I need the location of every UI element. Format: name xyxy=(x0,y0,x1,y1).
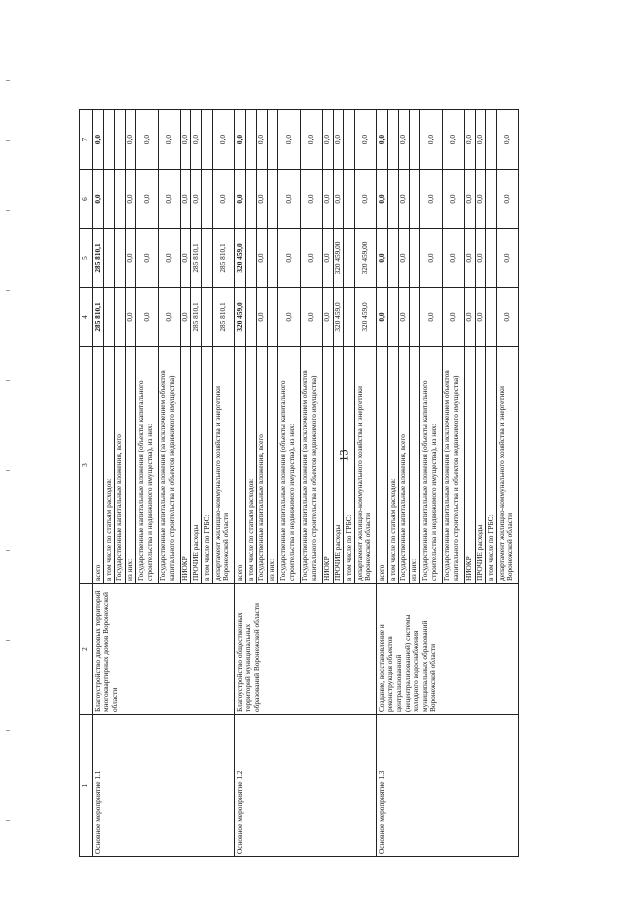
value-cell-col6: 0,0 xyxy=(333,170,344,229)
value-cell-col4: 0,0 xyxy=(464,288,475,347)
value-cell-col5: 285 810,1 xyxy=(213,229,235,288)
row-label-cell: всего xyxy=(377,347,388,584)
value-cell-col5 xyxy=(267,229,278,288)
value-cell-col6: 0,0 xyxy=(442,170,464,229)
value-cell-col6: 0,0 xyxy=(158,170,180,229)
value-cell-col4 xyxy=(103,288,114,347)
col-header-3: 3 xyxy=(80,347,93,584)
row-label-cell: департамент жилищно-коммунального хозяйства и энергетики Воронежской области xyxy=(213,347,235,584)
value-cell-col6: 0,0 xyxy=(377,170,388,229)
value-cell-col7 xyxy=(114,110,125,170)
value-cell-col7: 0,0 xyxy=(475,110,486,170)
row-label-cell: Государственные капитальные вложения (за исключением объектов капитального строительства и объектов недвижимого имущества) xyxy=(442,347,464,584)
value-cell-col5 xyxy=(344,229,355,288)
row-label-cell: ПРОЧИЕ расходы xyxy=(333,347,344,584)
value-cell-col7: 0,0 xyxy=(213,110,235,170)
value-cell-col7: 0,0 xyxy=(180,110,191,170)
value-cell-col7: 0,0 xyxy=(464,110,475,170)
value-cell-col6 xyxy=(202,170,213,229)
value-cell-col4: 285 810,1 xyxy=(93,288,104,347)
value-cell-col4: 0,0 xyxy=(497,288,519,347)
value-cell-col4: 285 810,1 xyxy=(213,288,235,347)
value-cell-col5 xyxy=(114,229,125,288)
value-cell-col7: 0,0 xyxy=(125,110,136,170)
value-cell-col5 xyxy=(246,229,257,288)
value-cell-col4: 0,0 xyxy=(398,288,409,347)
value-cell-col6: 0,0 xyxy=(300,170,322,229)
value-cell-col5 xyxy=(486,229,497,288)
value-cell-col4: 0,0 xyxy=(256,288,267,347)
value-cell-col4: 0,0 xyxy=(377,288,388,347)
value-cell-col7: 0,0 xyxy=(235,110,246,170)
value-cell-col7: 0,0 xyxy=(93,110,104,170)
value-cell-col4: 320 459,0 xyxy=(355,288,377,347)
event-title-cell: Благоустройство общественных территорий муниципальных образований Воронежской области xyxy=(235,584,377,715)
value-cell-col7: 0,0 xyxy=(355,110,377,170)
value-cell-col6: 0,0 xyxy=(235,170,246,229)
row-label-cell: НИОКР xyxy=(322,347,333,584)
row-label-cell: всего xyxy=(235,347,246,584)
value-cell-col4: 0,0 xyxy=(420,288,442,347)
value-cell-col4: 0,0 xyxy=(278,288,300,347)
value-cell-col6 xyxy=(409,170,420,229)
event-name-cell: Основное мероприятие 1.2 xyxy=(235,715,377,857)
col-header-5: 5 xyxy=(80,229,93,288)
value-cell-col7 xyxy=(409,110,420,170)
row-label-cell: департамент жилищно-коммунального хозяйства и энергетики Воронежской области xyxy=(355,347,377,584)
value-cell-col7: 0,0 xyxy=(322,110,333,170)
page-number: 13 xyxy=(336,449,351,462)
event-title-cell: Благоустройство дворовых территорий многоквартирных домов Воронежской области xyxy=(93,584,235,715)
value-cell-col5: 0,0 xyxy=(442,229,464,288)
value-cell-col7: 0,0 xyxy=(300,110,322,170)
value-cell-col4 xyxy=(202,288,213,347)
value-cell-col5: 0,0 xyxy=(398,229,409,288)
event-name-cell: Основное мероприятие 1.3 xyxy=(377,715,519,857)
value-cell-col7: 0,0 xyxy=(158,110,180,170)
value-cell-col4: 0,0 xyxy=(442,288,464,347)
value-cell-col6 xyxy=(103,170,114,229)
value-cell-col7 xyxy=(246,110,257,170)
row-label-cell: Государственные капитальные вложения (объекты капитального строительства и недвижимого имущества), из них: xyxy=(136,347,158,584)
row-label-cell: в том числе по ГРБС: xyxy=(202,347,213,584)
table-row xyxy=(377,110,388,857)
value-cell-col4: 285 810,1 xyxy=(191,288,202,347)
value-cell-col5: 0,0 xyxy=(278,229,300,288)
value-cell-col5: 285 810,1 xyxy=(191,229,202,288)
rotated-table-stage xyxy=(79,110,551,857)
table-row xyxy=(235,110,246,857)
value-cell-col6: 0,0 xyxy=(93,170,104,229)
value-cell-col4 xyxy=(409,288,420,347)
value-cell-col5 xyxy=(409,229,420,288)
value-cell-col7: 0,0 xyxy=(497,110,519,170)
value-cell-col5: 0,0 xyxy=(377,229,388,288)
row-label-cell: НИОКР xyxy=(180,347,191,584)
value-cell-col7: 0,0 xyxy=(256,110,267,170)
value-cell-col4: 0,0 xyxy=(475,288,486,347)
value-cell-col5: 285 810,1 xyxy=(93,229,104,288)
value-cell-col7 xyxy=(103,110,114,170)
value-cell-col7 xyxy=(344,110,355,170)
value-cell-col5: 320 459,0 xyxy=(235,229,246,288)
value-cell-col6: 0,0 xyxy=(191,170,202,229)
value-cell-col7: 0,0 xyxy=(377,110,388,170)
row-label-cell: Государственные капитальные вложения (объекты капитального строительства и недвижимого имущества), из них: xyxy=(278,347,300,584)
value-cell-col6: 0,0 xyxy=(398,170,409,229)
row-label-cell: из них: xyxy=(409,347,420,584)
value-cell-col6: 0,0 xyxy=(355,170,377,229)
budget-table xyxy=(79,109,519,857)
value-cell-col5 xyxy=(388,229,399,288)
value-cell-col6 xyxy=(344,170,355,229)
value-cell-col7: 0,0 xyxy=(442,110,464,170)
value-cell-col4 xyxy=(114,288,125,347)
value-cell-col5 xyxy=(202,229,213,288)
value-cell-col7 xyxy=(388,110,399,170)
row-label-cell: в том числе по ГРБС: xyxy=(344,347,355,584)
value-cell-col6: 0,0 xyxy=(136,170,158,229)
header-row xyxy=(80,110,93,857)
row-label-cell: Государственные капитальные вложения (объекты капитального строительства и недвижимого имущества), из них: xyxy=(420,347,442,584)
value-cell-col4 xyxy=(388,288,399,347)
row-label-cell: Государственные капитальные вложения, всего xyxy=(256,347,267,584)
value-cell-col6: 0,0 xyxy=(420,170,442,229)
col-header-2: 2 xyxy=(80,584,93,715)
value-cell-col6: 0,0 xyxy=(213,170,235,229)
value-cell-col6 xyxy=(486,170,497,229)
value-cell-col4 xyxy=(267,288,278,347)
value-cell-col5: 0,0 xyxy=(475,229,486,288)
col-header-7: 7 xyxy=(80,110,93,170)
value-cell-col7: 0,0 xyxy=(191,110,202,170)
value-cell-col6: 0,0 xyxy=(464,170,475,229)
value-cell-col5: 0,0 xyxy=(464,229,475,288)
value-cell-col6: 0,0 xyxy=(475,170,486,229)
value-cell-col5: 0,0 xyxy=(420,229,442,288)
value-cell-col4: 0,0 xyxy=(158,288,180,347)
value-cell-col6: 0,0 xyxy=(256,170,267,229)
value-cell-col6 xyxy=(267,170,278,229)
value-cell-col4: 0,0 xyxy=(125,288,136,347)
table-row xyxy=(93,110,104,857)
scan-margin-marks xyxy=(6,80,10,850)
row-label-cell: Государственные капитальные вложения (за исключением объектов капитального строительства и объектов недвижимого имущества) xyxy=(300,347,322,584)
value-cell-col4: 0,0 xyxy=(322,288,333,347)
value-cell-col6: 0,0 xyxy=(125,170,136,229)
value-cell-col7 xyxy=(202,110,213,170)
value-cell-col5: 320 459,00 xyxy=(333,229,344,288)
value-cell-col5: 0,0 xyxy=(180,229,191,288)
row-label-cell: НИОКР xyxy=(464,347,475,584)
value-cell-col4 xyxy=(486,288,497,347)
value-cell-col5: 0,0 xyxy=(125,229,136,288)
value-cell-col7: 0,0 xyxy=(136,110,158,170)
col-header-6: 6 xyxy=(80,170,93,229)
value-cell-col6: 0,0 xyxy=(322,170,333,229)
value-cell-col7 xyxy=(267,110,278,170)
value-cell-col5: 0,0 xyxy=(158,229,180,288)
value-cell-col4: 320 459,0 xyxy=(333,288,344,347)
value-cell-col5: 0,0 xyxy=(136,229,158,288)
value-cell-col5: 0,0 xyxy=(322,229,333,288)
value-cell-col5: 0,0 xyxy=(497,229,519,288)
value-cell-col6: 0,0 xyxy=(278,170,300,229)
row-label-cell: в том числе по статьям расходов: xyxy=(103,347,114,584)
col-header-1: 1 xyxy=(80,715,93,857)
value-cell-col4: 0,0 xyxy=(300,288,322,347)
row-label-cell: Государственные капитальные вложения, всего xyxy=(398,347,409,584)
value-cell-col4: 0,0 xyxy=(180,288,191,347)
value-cell-col6 xyxy=(114,170,125,229)
value-cell-col7: 0,0 xyxy=(278,110,300,170)
value-cell-col5: 0,0 xyxy=(300,229,322,288)
row-label-cell: ПРОЧИЕ расходы xyxy=(191,347,202,584)
col-header-4: 4 xyxy=(80,288,93,347)
value-cell-col5: 320 459,00 xyxy=(355,229,377,288)
row-label-cell: из них: xyxy=(267,347,278,584)
row-label-cell: всего xyxy=(93,347,104,584)
value-cell-col7: 0,0 xyxy=(333,110,344,170)
value-cell-col6 xyxy=(246,170,257,229)
rotated-table-wrapper xyxy=(79,110,551,857)
row-label-cell: в том числе по статьям расходов: xyxy=(246,347,257,584)
row-label-cell: в том числе по ГРБС: xyxy=(486,347,497,584)
event-name-cell: Основное мероприятие 1.1 xyxy=(93,715,235,857)
row-label-cell: в том числе по статьям расходов: xyxy=(388,347,399,584)
row-label-cell: ПРОЧИЕ расходы xyxy=(475,347,486,584)
row-label-cell: Государственные капитальные вложения, всего xyxy=(114,347,125,584)
event-title-cell: Создание, восстановление и реконструкция объектов централизованной (нецентрализованной) системы холодного водоснабжения муниципальных образований Воронежской области xyxy=(377,584,519,715)
value-cell-col6: 0,0 xyxy=(497,170,519,229)
value-cell-col7: 0,0 xyxy=(398,110,409,170)
value-cell-col7: 0,0 xyxy=(420,110,442,170)
value-cell-col6: 0,0 xyxy=(180,170,191,229)
value-cell-col6 xyxy=(388,170,399,229)
value-cell-col4: 320 459,0 xyxy=(235,288,246,347)
row-label-cell: Государственные капитальные вложения (за исключением объектов капитального строительства и объектов недвижимого имущества) xyxy=(158,347,180,584)
row-label-cell: департамент жилищно-коммунального хозяйства и энергетики Воронежской области xyxy=(497,347,519,584)
value-cell-col4 xyxy=(246,288,257,347)
value-cell-col5 xyxy=(103,229,114,288)
value-cell-col4 xyxy=(344,288,355,347)
value-cell-col4: 0,0 xyxy=(136,288,158,347)
value-cell-col7 xyxy=(486,110,497,170)
row-label-cell: из них: xyxy=(125,347,136,584)
value-cell-col5: 0,0 xyxy=(256,229,267,288)
